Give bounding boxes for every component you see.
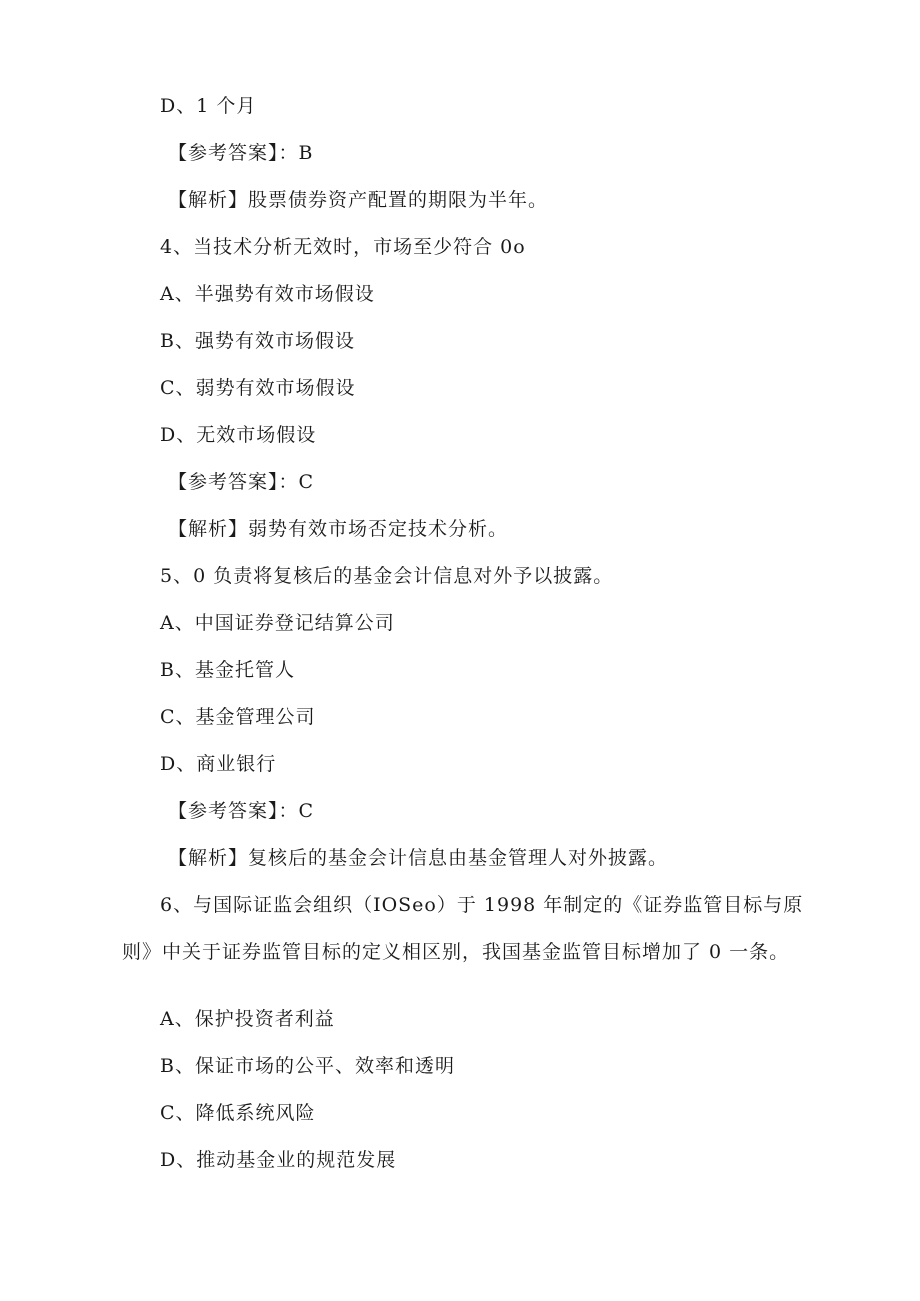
q4-analysis: 【解析】弱势有效市场否定技术分析。 [168, 518, 509, 540]
q6-option-d: D、推动基金业的规范发展 [160, 1149, 397, 1171]
q3-answer: 【参考答案】：B [168, 142, 314, 164]
q6-option-b: B、保证市场的公平、效率和透明 [160, 1055, 455, 1077]
q5-option-c: C、基金管理公司 [160, 706, 316, 728]
q3-option-d: D、1 个月 [160, 95, 257, 117]
q6-stem: 6、与国际证监会组织（IOSeo）于 1998 年制定的《证券监管目标与原则》中关于证券监管目标的定义相区别，我国基金监管目标增加了 0 一条。 [122, 894, 804, 963]
q5-stem: 5、0 负责将复核后的基金会计信息对外予以披露。 [160, 565, 614, 587]
q5-option-d: D、商业银行 [160, 753, 277, 775]
q4-stem: 4、当技术分析无效时，市场至少符合 0o [160, 236, 526, 258]
q4-option-a: A、半强势有效市场假设 [160, 283, 375, 305]
q4-option-b: B、强势有效市场假设 [160, 330, 355, 352]
q4-answer: 【参考答案】：C [168, 471, 315, 493]
q3-analysis: 【解析】股票债券资产配置的期限为半年。 [168, 189, 549, 211]
q5-analysis: 【解析】复核后的基金会计信息由基金管理人对外披露。 [168, 847, 669, 869]
q4-option-c: C、弱势有效市场假设 [160, 377, 356, 399]
q5-option-b: B、基金托管人 [160, 659, 295, 681]
q6-option-a: A、保护投资者利益 [160, 1008, 335, 1030]
q6-option-c: C、降低系统风险 [160, 1102, 316, 1124]
q4-option-d: D、无效市场假设 [160, 424, 317, 446]
q5-option-a: A、中国证券登记结算公司 [160, 612, 395, 634]
q5-answer: 【参考答案】：C [168, 800, 315, 822]
